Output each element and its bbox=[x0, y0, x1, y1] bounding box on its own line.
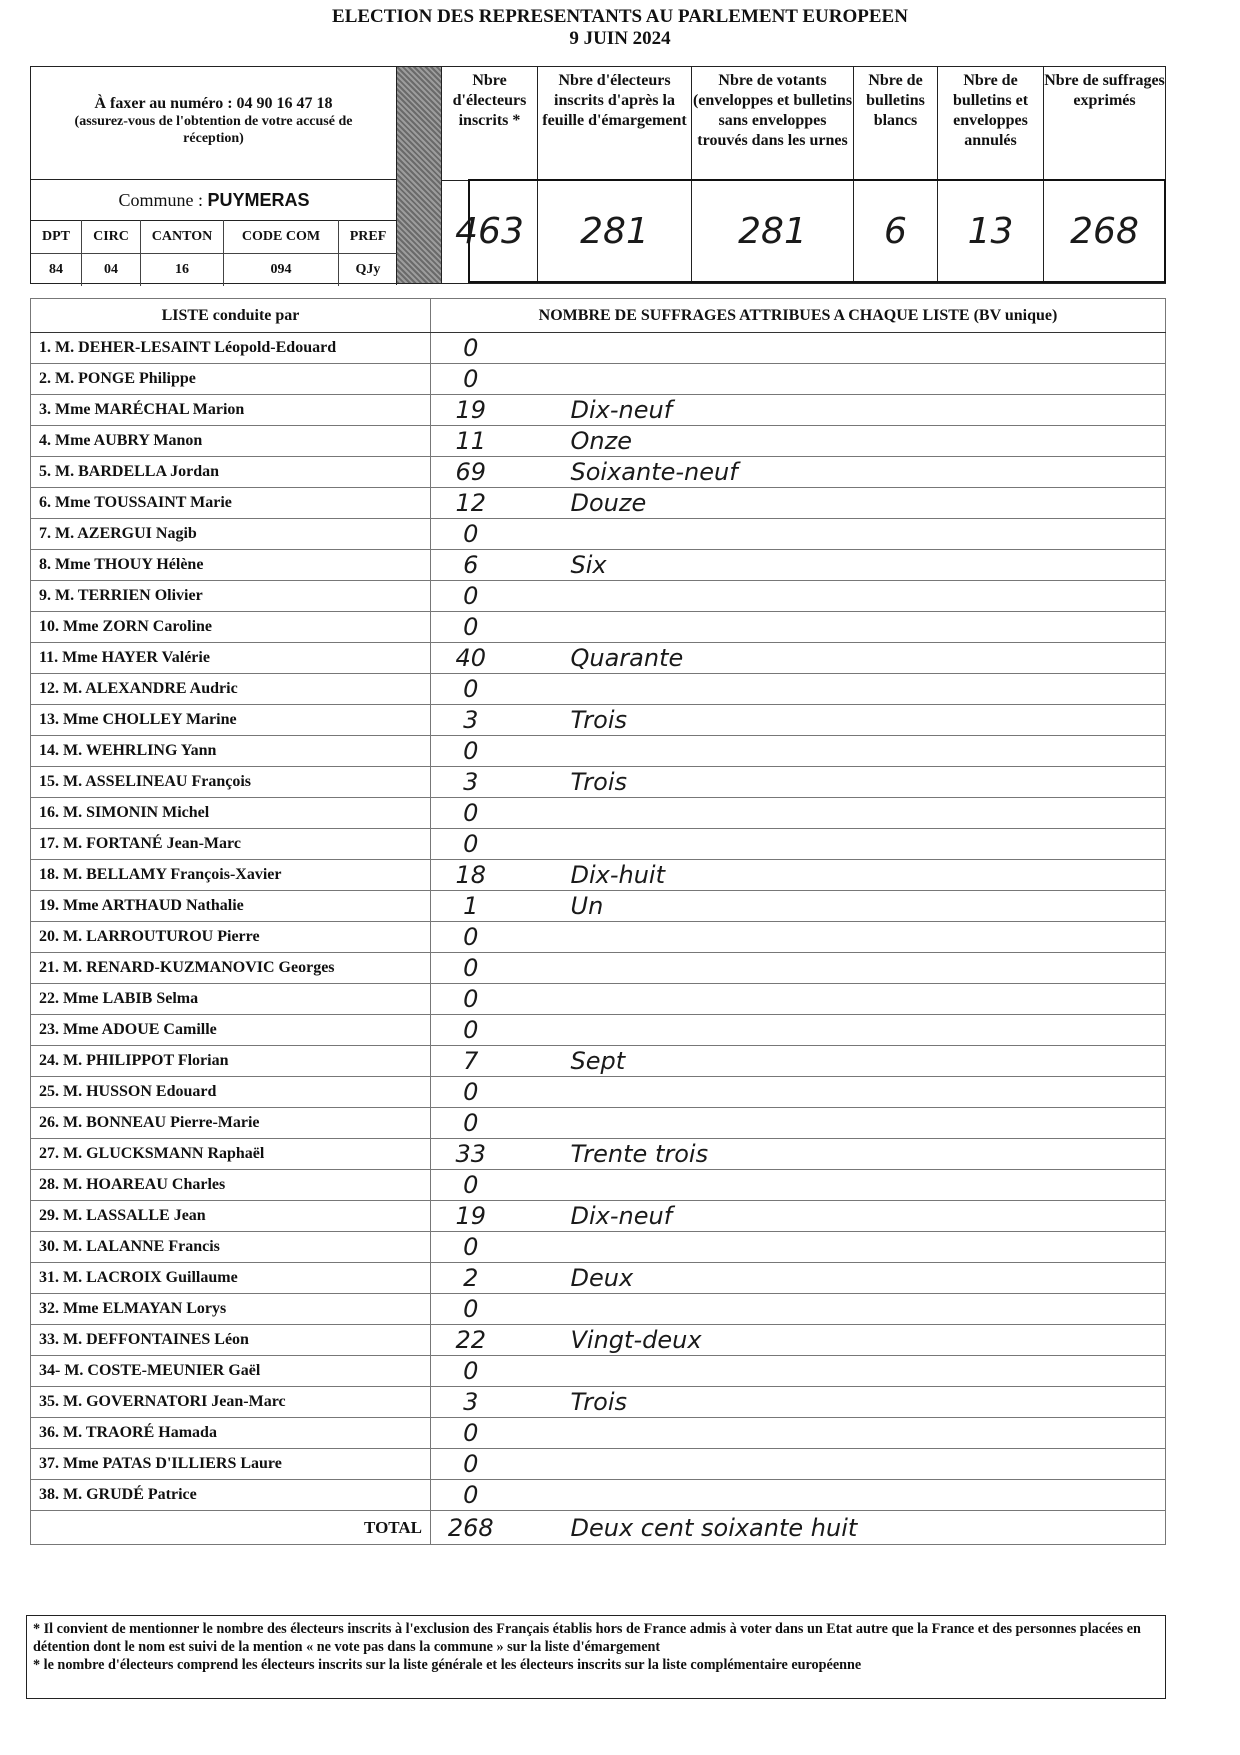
list-votes-number: 0 bbox=[431, 829, 511, 860]
list-votes-words: Dix-neuf bbox=[511, 395, 1166, 426]
list-votes-words bbox=[511, 1356, 1166, 1387]
list-votes-words bbox=[511, 922, 1166, 953]
list-votes-words bbox=[511, 1015, 1166, 1046]
list-votes-number: 0 bbox=[431, 674, 511, 705]
list-votes-number: 33 bbox=[431, 1139, 511, 1170]
list-leader-name: 17. M. FORTANÉ Jean-Marc bbox=[31, 829, 431, 860]
list-votes-words: Un bbox=[511, 891, 1166, 922]
list-votes-number: 0 bbox=[431, 519, 511, 550]
list-votes-number: 19 bbox=[431, 395, 511, 426]
list-row bbox=[31, 674, 1166, 705]
list-row bbox=[31, 1046, 1166, 1077]
list-votes-words: Quarante bbox=[511, 643, 1166, 674]
fax-label: À faxer au numéro : bbox=[94, 95, 233, 112]
list-row bbox=[31, 1480, 1166, 1511]
total-votes-words: Deux cent soixante huit bbox=[511, 1511, 1166, 1545]
footnote-2: * le nombre d'électeurs comprend les électeurs inscrits sur la liste générale et les électeurs inscrits sur la liste complémentaire européenne bbox=[33, 1657, 862, 1673]
list-row bbox=[31, 922, 1166, 953]
title-line-1: ELECTION DES REPRESENTANTS AU PARLEMENT EUROPEEN bbox=[332, 6, 908, 27]
list-row bbox=[31, 1294, 1166, 1325]
list-votes-number: 18 bbox=[431, 860, 511, 891]
list-row bbox=[31, 612, 1166, 643]
votes-table-header bbox=[31, 299, 1166, 333]
list-leader-name: 38. M. GRUDÉ Patrice bbox=[31, 1480, 431, 1511]
code-value: QJy bbox=[339, 254, 398, 287]
list-row bbox=[31, 1418, 1166, 1449]
list-votes-words: Trois bbox=[511, 705, 1166, 736]
footnote-1: * Il convient de mentionner le nombre des électeurs inscrits à l'exclusion des Français établis hors de France admis à voter dans un Etat autre que la France et des personnes placées en détention dont le nom est suivi de la mention « ne vote pas dans la commune » sur la liste d'émargement bbox=[33, 1621, 1141, 1655]
list-votes-number: 0 bbox=[431, 364, 511, 395]
col-value-votants: 281 bbox=[691, 181, 853, 283]
list-row bbox=[31, 705, 1166, 736]
list-votes-number: 0 bbox=[431, 581, 511, 612]
commune-block bbox=[31, 180, 397, 285]
list-votes-words bbox=[511, 984, 1166, 1015]
list-leader-name: 12. M. ALEXANDRE Audric bbox=[31, 674, 431, 705]
fax-note: (assurez-vous de l'obtention de votre accusé de réception) bbox=[74, 114, 353, 146]
col-value-exprimes: 268 bbox=[1043, 181, 1165, 283]
list-votes-number: 6 bbox=[431, 550, 511, 581]
commune-codes-table bbox=[31, 220, 397, 286]
list-leader-name: 6. Mme TOUSSAINT Marie bbox=[31, 488, 431, 519]
list-votes-words bbox=[511, 1418, 1166, 1449]
list-votes-words: Vingt-deux bbox=[511, 1325, 1166, 1356]
list-votes-number: 0 bbox=[431, 922, 511, 953]
list-votes-words: Deux bbox=[511, 1263, 1166, 1294]
list-row bbox=[31, 643, 1166, 674]
list-votes-words bbox=[511, 1294, 1166, 1325]
list-votes-number: 0 bbox=[431, 1108, 511, 1139]
list-row bbox=[31, 798, 1166, 829]
list-row bbox=[31, 364, 1166, 395]
list-votes-number: 0 bbox=[431, 1170, 511, 1201]
code-header: PREF bbox=[339, 221, 398, 254]
list-votes-number: 0 bbox=[431, 1294, 511, 1325]
list-header-right: NOMBRE DE SUFFRAGES ATTRIBUES A CHAQUE LISTE (BV unique) bbox=[431, 299, 1166, 333]
list-votes-words: Soixante-neuf bbox=[511, 457, 1166, 488]
list-leader-name: 14. M. WEHRLING Yann bbox=[31, 736, 431, 767]
list-leader-name: 8. Mme THOUY Hélène bbox=[31, 550, 431, 581]
list-votes-words bbox=[511, 736, 1166, 767]
list-row bbox=[31, 1201, 1166, 1232]
list-leader-name: 9. M. TERRIEN Olivier bbox=[31, 581, 431, 612]
list-leader-name: 23. Mme ADOUE Camille bbox=[31, 1015, 431, 1046]
list-leader-name: 27. M. GLUCKSMANN Raphaël bbox=[31, 1139, 431, 1170]
list-leader-name: 10. Mme ZORN Caroline bbox=[31, 612, 431, 643]
list-row bbox=[31, 488, 1166, 519]
list-votes-words bbox=[511, 581, 1166, 612]
list-votes-number: 3 bbox=[431, 767, 511, 798]
list-votes-number: 0 bbox=[431, 1356, 511, 1387]
list-row bbox=[31, 1108, 1166, 1139]
col-header-blancs: Nbre de bulletins blancs bbox=[853, 67, 937, 181]
col-value-annules: 13 bbox=[937, 181, 1043, 283]
col-header-emargement: Nbre d'électeurs inscrits d'après la feuille d'émargement bbox=[537, 67, 691, 181]
total-votes-number: 268 bbox=[431, 1511, 511, 1545]
commune-label: Commune : bbox=[118, 190, 203, 210]
list-votes-number: 12 bbox=[431, 488, 511, 519]
list-row bbox=[31, 829, 1166, 860]
fax-instructions bbox=[31, 67, 397, 180]
list-votes-words bbox=[511, 1108, 1166, 1139]
list-leader-name: 15. M. ASSELINEAU François bbox=[31, 767, 431, 798]
list-votes-words: Douze bbox=[511, 488, 1166, 519]
list-row bbox=[31, 550, 1166, 581]
list-votes-words bbox=[511, 953, 1166, 984]
values-box-border bbox=[468, 179, 1166, 283]
list-leader-name: 37. Mme PATAS D'ILLIERS Laure bbox=[31, 1449, 431, 1480]
footnotes bbox=[26, 1615, 1166, 1699]
list-votes-words: Sept bbox=[511, 1046, 1166, 1077]
list-votes-words: Onze bbox=[511, 426, 1166, 457]
list-votes-words: Dix-neuf bbox=[511, 1201, 1166, 1232]
code-value: 04 bbox=[82, 254, 141, 287]
list-votes-number: 0 bbox=[431, 1449, 511, 1480]
list-leader-name: 22. Mme LABIB Selma bbox=[31, 984, 431, 1015]
list-votes-words: Trente trois bbox=[511, 1139, 1166, 1170]
list-leader-name: 31. M. LACROIX Guillaume bbox=[31, 1263, 431, 1294]
list-votes-number: 19 bbox=[431, 1201, 511, 1232]
list-votes-number: 2 bbox=[431, 1263, 511, 1294]
col-header-annules: Nbre de bulletins et enveloppes annulés bbox=[937, 67, 1043, 181]
list-row bbox=[31, 1263, 1166, 1294]
list-votes-number: 11 bbox=[431, 426, 511, 457]
list-row bbox=[31, 333, 1166, 364]
list-votes-words: Trois bbox=[511, 1387, 1166, 1418]
code-value: 84 bbox=[31, 254, 82, 287]
list-votes-number: 7 bbox=[431, 1046, 511, 1077]
list-row bbox=[31, 984, 1166, 1015]
list-votes-words bbox=[511, 1170, 1166, 1201]
list-row bbox=[31, 457, 1166, 488]
list-leader-name: 18. M. BELLAMY François-Xavier bbox=[31, 860, 431, 891]
list-votes-words: Dix-huit bbox=[511, 860, 1166, 891]
list-leader-name: 7. M. AZERGUI Nagib bbox=[31, 519, 431, 550]
list-row bbox=[31, 519, 1166, 550]
fax-number: 04 90 16 47 18 bbox=[236, 95, 333, 112]
list-votes-words bbox=[511, 1232, 1166, 1263]
list-votes-number: 0 bbox=[431, 1418, 511, 1449]
list-leader-name: 11. Mme HAYER Valérie bbox=[31, 643, 431, 674]
list-votes-words bbox=[511, 1480, 1166, 1511]
list-leader-name: 20. M. LARROUTUROU Pierre bbox=[31, 922, 431, 953]
list-leader-name: 21. M. RENARD-KUZMANOVIC Georges bbox=[31, 953, 431, 984]
total-row bbox=[31, 1511, 1166, 1545]
list-votes-number: 0 bbox=[431, 1077, 511, 1108]
code-header: CIRC bbox=[82, 221, 141, 254]
list-votes-number: 0 bbox=[431, 953, 511, 984]
list-row bbox=[31, 1015, 1166, 1046]
list-votes-number: 0 bbox=[431, 736, 511, 767]
commune-name: PUYMERAS bbox=[207, 190, 310, 210]
list-leader-name: 1. M. DEHER-LESAINT Léopold-Edouard bbox=[31, 333, 431, 364]
list-row bbox=[31, 1325, 1166, 1356]
hatched-separator bbox=[397, 67, 441, 283]
list-leader-name: 35. M. GOVERNATORI Jean-Marc bbox=[31, 1387, 431, 1418]
list-votes-number: 0 bbox=[431, 612, 511, 643]
list-row bbox=[31, 1449, 1166, 1480]
code-value: 094 bbox=[224, 254, 339, 287]
list-leader-name: 29. M. LASSALLE Jean bbox=[31, 1201, 431, 1232]
list-leader-name: 25. M. HUSSON Edouard bbox=[31, 1077, 431, 1108]
votes-table bbox=[30, 298, 1166, 1545]
list-votes-words bbox=[511, 612, 1166, 643]
list-votes-words bbox=[511, 364, 1166, 395]
col-header-exprimes: Nbre de suffrages exprimés bbox=[1043, 67, 1165, 181]
list-row bbox=[31, 891, 1166, 922]
title-line-2: 9 JUIN 2024 bbox=[569, 28, 671, 49]
list-votes-words bbox=[511, 1449, 1166, 1480]
list-votes-number: 0 bbox=[431, 1480, 511, 1511]
list-leader-name: 34- M. COSTE-MEUNIER Gaël bbox=[31, 1356, 431, 1387]
list-votes-number: 1 bbox=[431, 891, 511, 922]
list-votes-words bbox=[511, 674, 1166, 705]
list-row bbox=[31, 736, 1166, 767]
list-votes-number: 0 bbox=[431, 1232, 511, 1263]
list-row bbox=[31, 1077, 1166, 1108]
list-votes-words: Trois bbox=[511, 767, 1166, 798]
list-header-left: LISTE conduite par bbox=[31, 299, 431, 333]
list-leader-name: 26. M. BONNEAU Pierre-Marie bbox=[31, 1108, 431, 1139]
col-header-inscrits: Nbre d'électeurs inscrits * bbox=[441, 67, 537, 181]
list-leader-name: 5. M. BARDELLA Jordan bbox=[31, 457, 431, 488]
list-votes-number: 3 bbox=[431, 1387, 511, 1418]
list-row bbox=[31, 767, 1166, 798]
code-header: DPT bbox=[31, 221, 82, 254]
list-votes-words bbox=[511, 333, 1166, 364]
list-votes-number: 0 bbox=[431, 333, 511, 364]
col-header-votants: Nbre de votants (enveloppes et bulletins sans enveloppes trouvés dans les urnes bbox=[691, 67, 853, 181]
list-votes-words: Six bbox=[511, 550, 1166, 581]
list-leader-name: 24. M. PHILIPPOT Florian bbox=[31, 1046, 431, 1077]
list-votes-words bbox=[511, 829, 1166, 860]
col-value-emargement: 281 bbox=[537, 181, 691, 283]
col-value-blancs: 6 bbox=[853, 181, 937, 283]
list-leader-name: 13. Mme CHOLLEY Marine bbox=[31, 705, 431, 736]
list-votes-number: 0 bbox=[431, 984, 511, 1015]
list-leader-name: 4. Mme AUBRY Manon bbox=[31, 426, 431, 457]
list-leader-name: 30. M. LALANNE Francis bbox=[31, 1232, 431, 1263]
list-row bbox=[31, 1170, 1166, 1201]
list-votes-number: 0 bbox=[431, 798, 511, 829]
list-row bbox=[31, 1139, 1166, 1170]
list-leader-name: 19. Mme ARTHAUD Nathalie bbox=[31, 891, 431, 922]
list-row bbox=[31, 581, 1166, 612]
list-row bbox=[31, 860, 1166, 891]
list-votes-words bbox=[511, 519, 1166, 550]
list-leader-name: 28. M. HOAREAU Charles bbox=[31, 1170, 431, 1201]
total-label: TOTAL bbox=[31, 1511, 431, 1545]
list-row bbox=[31, 1387, 1166, 1418]
list-votes-number: 0 bbox=[431, 1015, 511, 1046]
list-leader-name: 36. M. TRAORÉ Hamada bbox=[31, 1418, 431, 1449]
document-title bbox=[0, 6, 1240, 50]
list-votes-number: 69 bbox=[431, 457, 511, 488]
list-leader-name: 16. M. SIMONIN Michel bbox=[31, 798, 431, 829]
list-votes-number: 22 bbox=[431, 1325, 511, 1356]
list-votes-words bbox=[511, 1077, 1166, 1108]
list-leader-name: 33. M. DEFFONTAINES Léon bbox=[31, 1325, 431, 1356]
list-row bbox=[31, 1356, 1166, 1387]
code-value: 16 bbox=[141, 254, 224, 287]
code-header: CODE COM bbox=[224, 221, 339, 254]
list-row bbox=[31, 395, 1166, 426]
list-leader-name: 32. Mme ELMAYAN Lorys bbox=[31, 1294, 431, 1325]
list-leader-name: 3. Mme MARÉCHAL Marion bbox=[31, 395, 431, 426]
list-votes-number: 40 bbox=[431, 643, 511, 674]
list-leader-name: 2. M. PONGE Philippe bbox=[31, 364, 431, 395]
list-row bbox=[31, 953, 1166, 984]
code-header: CANTON bbox=[141, 221, 224, 254]
col-value-inscrits: 463 bbox=[441, 181, 537, 283]
list-votes-number: 3 bbox=[431, 705, 511, 736]
list-votes-words bbox=[511, 798, 1166, 829]
list-row bbox=[31, 426, 1166, 457]
list-row bbox=[31, 1232, 1166, 1263]
